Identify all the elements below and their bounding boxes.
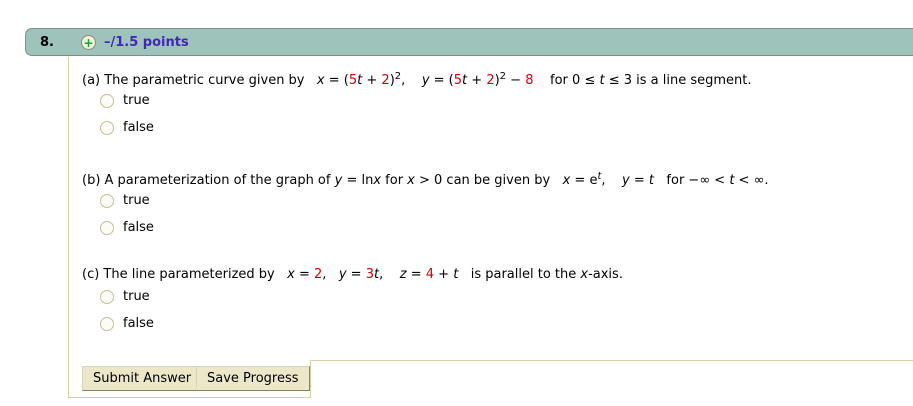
expand-points-icon[interactable]: + (81, 35, 96, 50)
question-c-option-false (100, 316, 154, 331)
option-label-c-true: true (123, 289, 150, 304)
content-box-bottom-border (310, 360, 913, 361)
option-label-a-true: true (123, 93, 150, 108)
question-a-option-false (100, 120, 154, 135)
radio-c-false[interactable] (100, 317, 114, 331)
question-c-option-true (100, 289, 150, 304)
radio-b-false[interactable] (100, 221, 114, 235)
content-box-left-border (68, 57, 69, 398)
radio-a-true[interactable] (100, 94, 114, 108)
option-label-a-false: false (123, 120, 154, 135)
question-number: 8. (40, 34, 54, 50)
radio-a-false[interactable] (100, 121, 114, 135)
question-c-text: (c) The line parameterized by x = 2, y = 3t, z = 4 + t is parallel to the x-axis. (82, 267, 623, 282)
button-tab-right-border (310, 360, 311, 398)
save-progress-button[interactable]: Save Progress (196, 366, 310, 391)
radio-c-true[interactable] (100, 290, 114, 304)
radio-b-true[interactable] (100, 194, 114, 208)
question-header-bar (25, 28, 913, 56)
question-b-option-false (100, 220, 154, 235)
points-label: –/1.5 points (103, 34, 189, 50)
option-label-b-false: false (123, 220, 154, 235)
button-tab-bottom-border (68, 397, 311, 398)
submit-answer-button[interactable]: Submit Answer (82, 366, 202, 391)
option-label-b-true: true (123, 193, 150, 208)
question-a-option-true (100, 93, 150, 108)
option-label-c-false: false (123, 316, 154, 331)
question-a-text: (a) The parametric curve given by $x = (5t + 2)^2$, $y = (5t + 2)^2 - 8$ for 0 ≤ t ≤ 3 is a line segment. (82, 71, 752, 88)
question-b-option-true (100, 193, 150, 208)
question-b-text: (b) A parameterization of the graph of y = lnx for x > 0 can be given by $x = e^t$, y = t for −∞ < t < ∞. (82, 171, 769, 188)
